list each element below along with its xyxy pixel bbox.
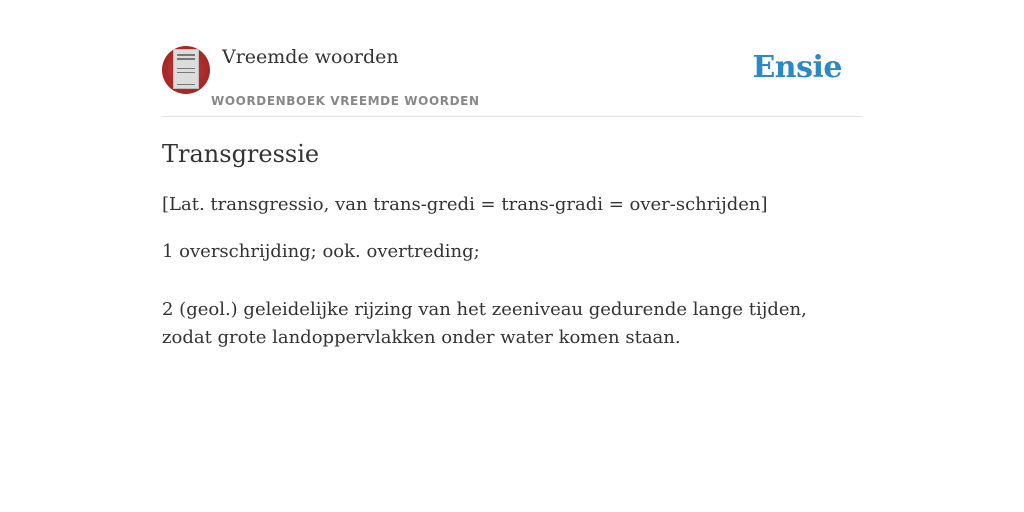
definition-1: 1 overschrijding; ook. overtreding; <box>162 241 480 262</box>
dictionary-title[interactable]: Vreemde woorden <box>222 46 399 68</box>
page <box>162 0 862 348</box>
entry-term: Transgressie <box>162 140 320 168</box>
ensie-logo-link[interactable]: Ensie <box>752 50 842 85</box>
dictionary-book-cover-icon[interactable] <box>162 46 210 94</box>
header <box>162 0 862 117</box>
definition-2: 2 (geol.) geleidelijke rijzing van het zeeniveau gedurende lange tijden, zodat grote landoppervlakken onder water komen staan. <box>162 299 807 348</box>
dictionary-subtitle: WOORDENBOEK VREEMDE WOORDEN <box>211 94 480 108</box>
book-cover-shape <box>173 49 199 89</box>
entry-etymology: [Lat. transgressio, van trans-gredi = trans-gradi = over-schrijden] <box>162 194 768 215</box>
